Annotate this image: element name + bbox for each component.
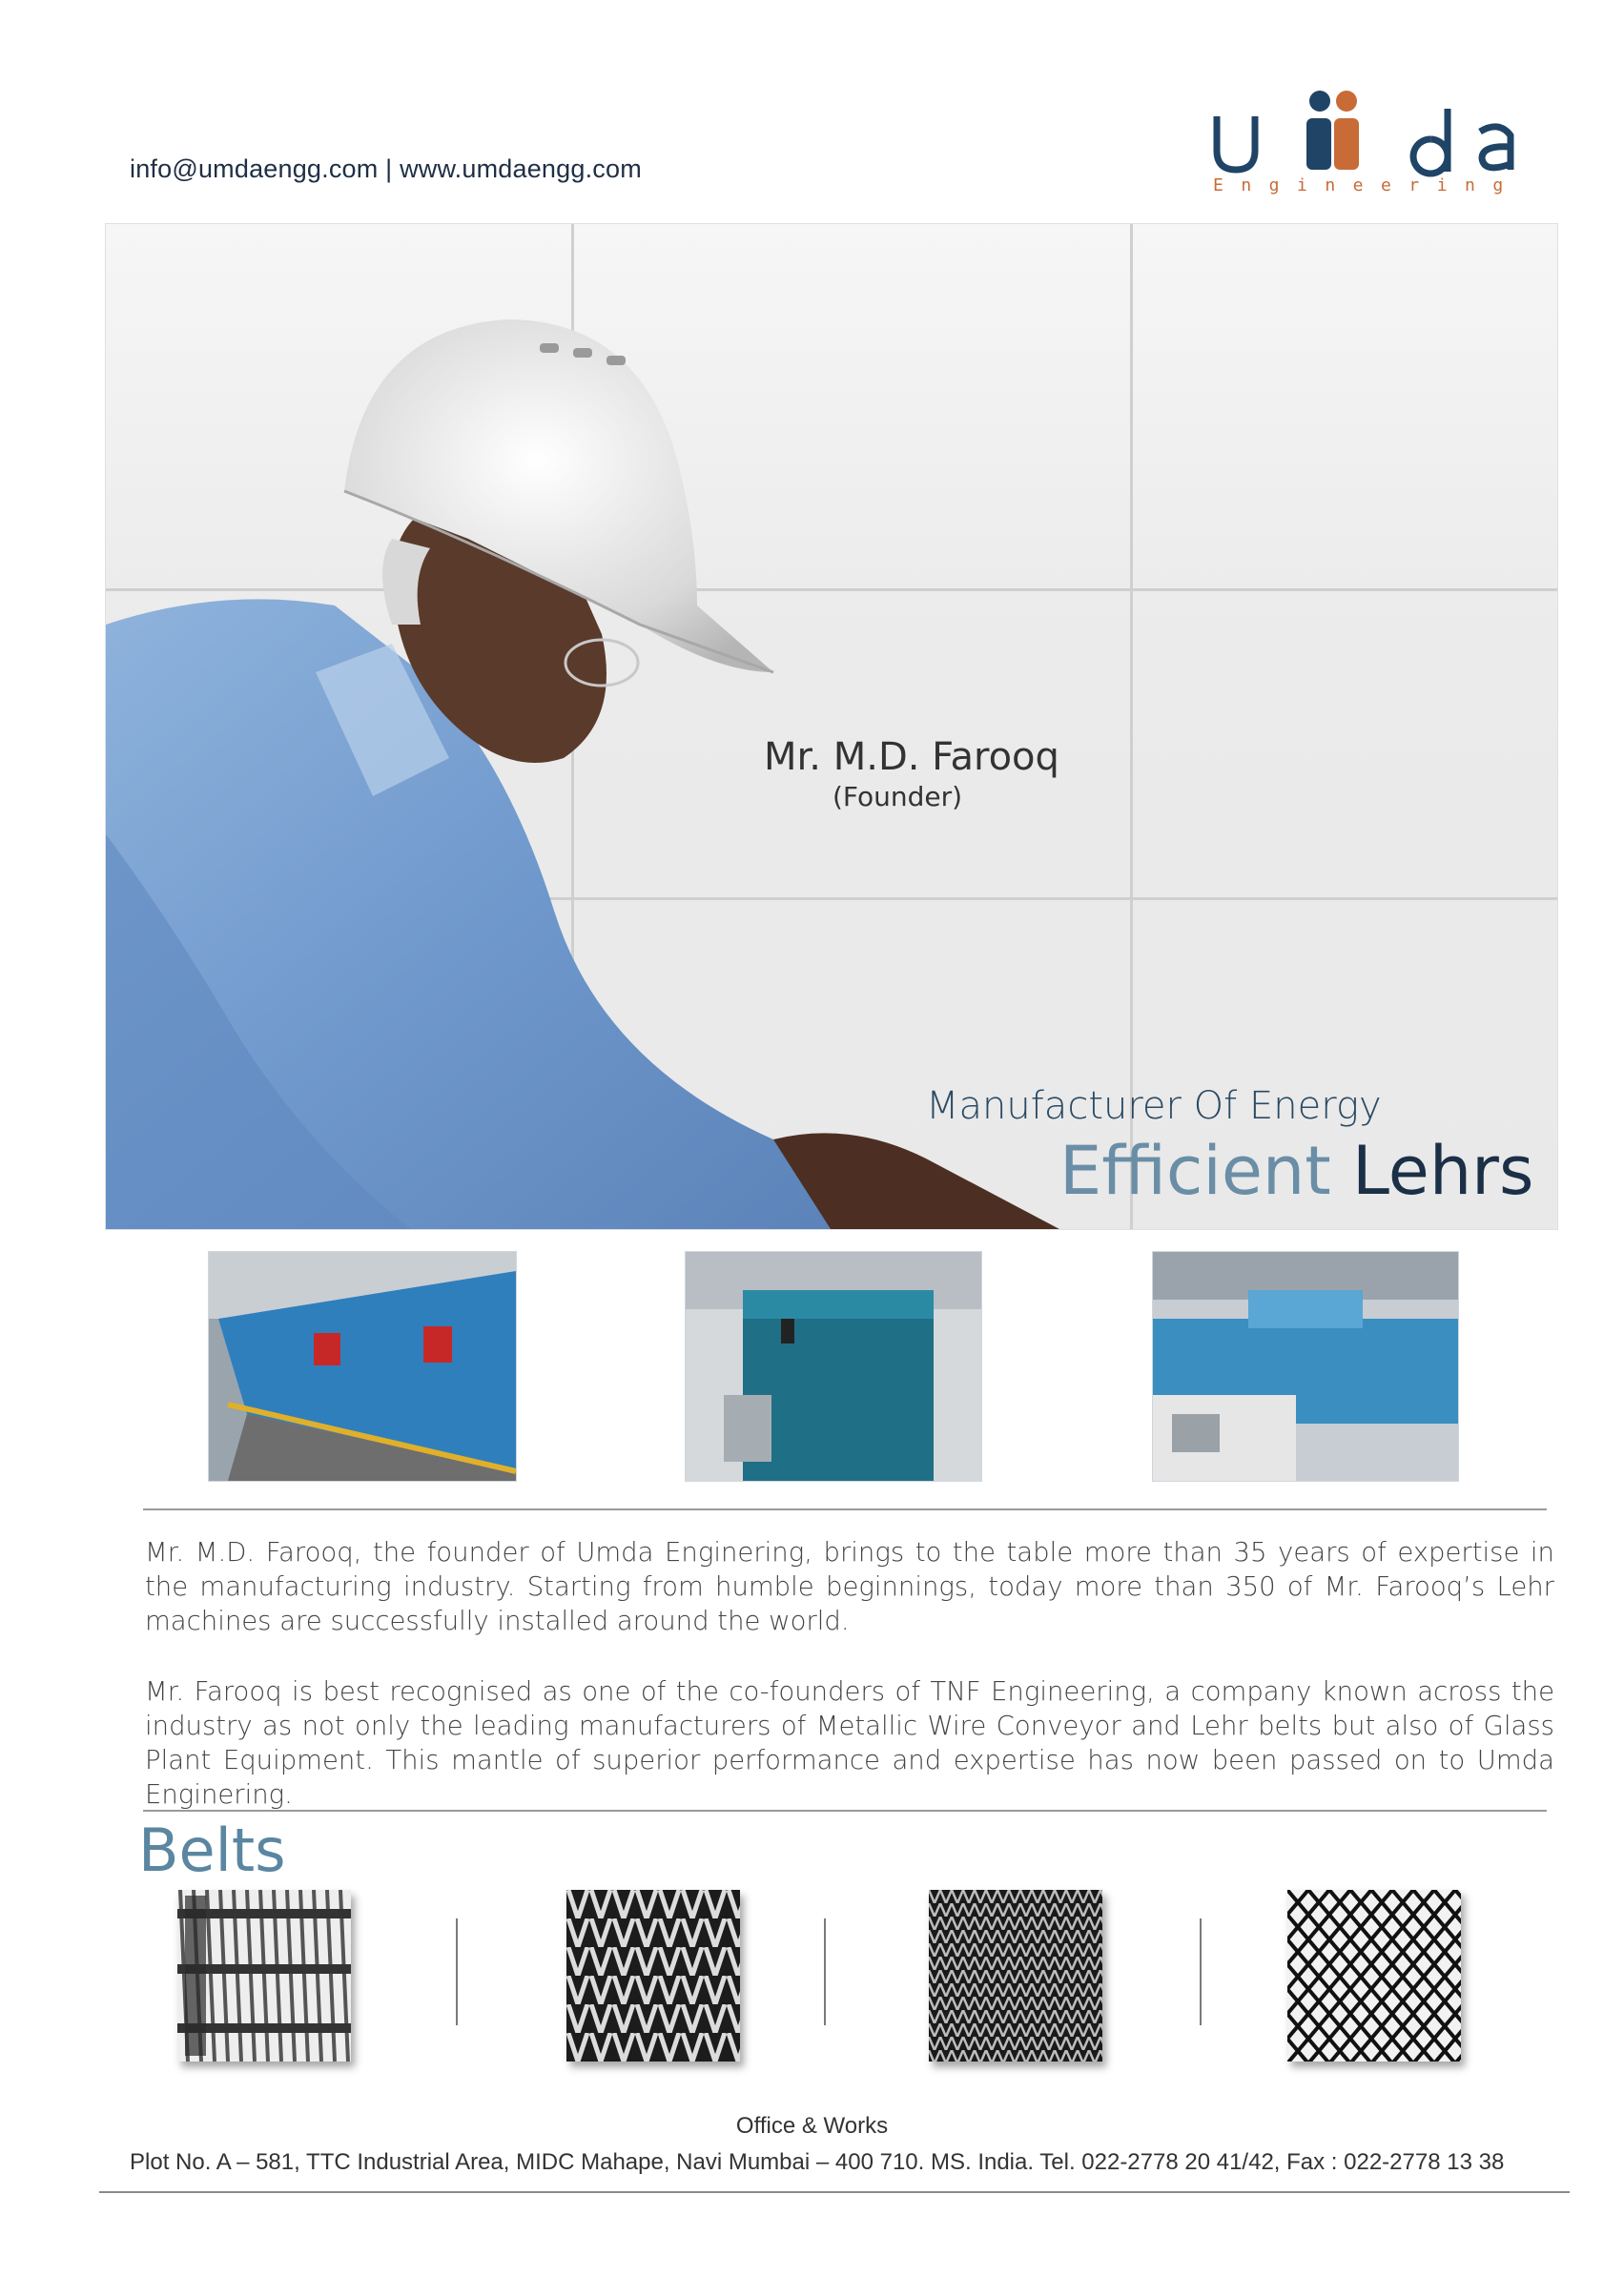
office-address: Plot No. A – 581, TTC Industrial Area, MIDC Mahape, Navi Mumbai – 400 710. MS. India. Tel. 022-2778 20 41/42, Fax : 022-2778 13 38: [130, 2149, 1505, 2175]
founder-photo: [106, 224, 1557, 1229]
tagline-lehrs: Lehrs: [1351, 1132, 1534, 1210]
intro-paragraph-1: Mr. M.D. Farooq, the founder of Umda Enginering, brings to the table more than 35 years of expertise in the manufacturing industry. Starting from humble beginnings, today more than 350 of Mr. Farooq’s Lehr machines are successfully installed around the world.: [145, 1537, 1554, 1636]
belt-sample-4: [1287, 1890, 1461, 2062]
contact-line: info@umdaengg.com | www.umdaengg.com: [130, 154, 642, 183]
belt-separator: [824, 1918, 826, 2025]
founder-name: Mr. M.D. Farooq: [764, 735, 1059, 779]
lehr-photo-1: [208, 1251, 517, 1482]
belt-sample-1: [177, 1890, 351, 2062]
founder-role: (Founder): [833, 781, 963, 812]
lehr-photo-3: [1152, 1251, 1459, 1482]
hero-banner: [105, 223, 1558, 1230]
footer-divider: [99, 2191, 1570, 2193]
umda-logo: [1203, 82, 1528, 196]
tagline-line1: Manufacturer Of Energy: [926, 1084, 1382, 1128]
intro-paragraph-2: Mr. Farooq is best recognised as one of the co-founders of TNF Engineering, a company known across the industry as not only the leading manufacturers of Metallic Wire Conveyor and Lehr belts but also of Glass Plant Equipment. This mantle of superior performance and expertise has now been passed on to Umda Enginering.: [145, 1676, 1554, 1810]
belts-heading: Belts: [138, 1815, 286, 1885]
tagline-line2: [1059, 1132, 1533, 1210]
belt-separator: [1200, 1918, 1202, 2025]
belt-separator: [456, 1918, 458, 2025]
lehr-photo-2: [685, 1251, 982, 1482]
tagline-efficient: Efficient: [1059, 1132, 1331, 1210]
belt-sample-3: [929, 1890, 1102, 2062]
logo-subtitle: Engineering: [1213, 175, 1521, 195]
divider-bottom: [143, 1810, 1547, 1812]
office-label: Office & Works: [735, 2113, 889, 2139]
divider-top: [143, 1508, 1547, 1510]
belt-sample-2: [566, 1890, 740, 2062]
